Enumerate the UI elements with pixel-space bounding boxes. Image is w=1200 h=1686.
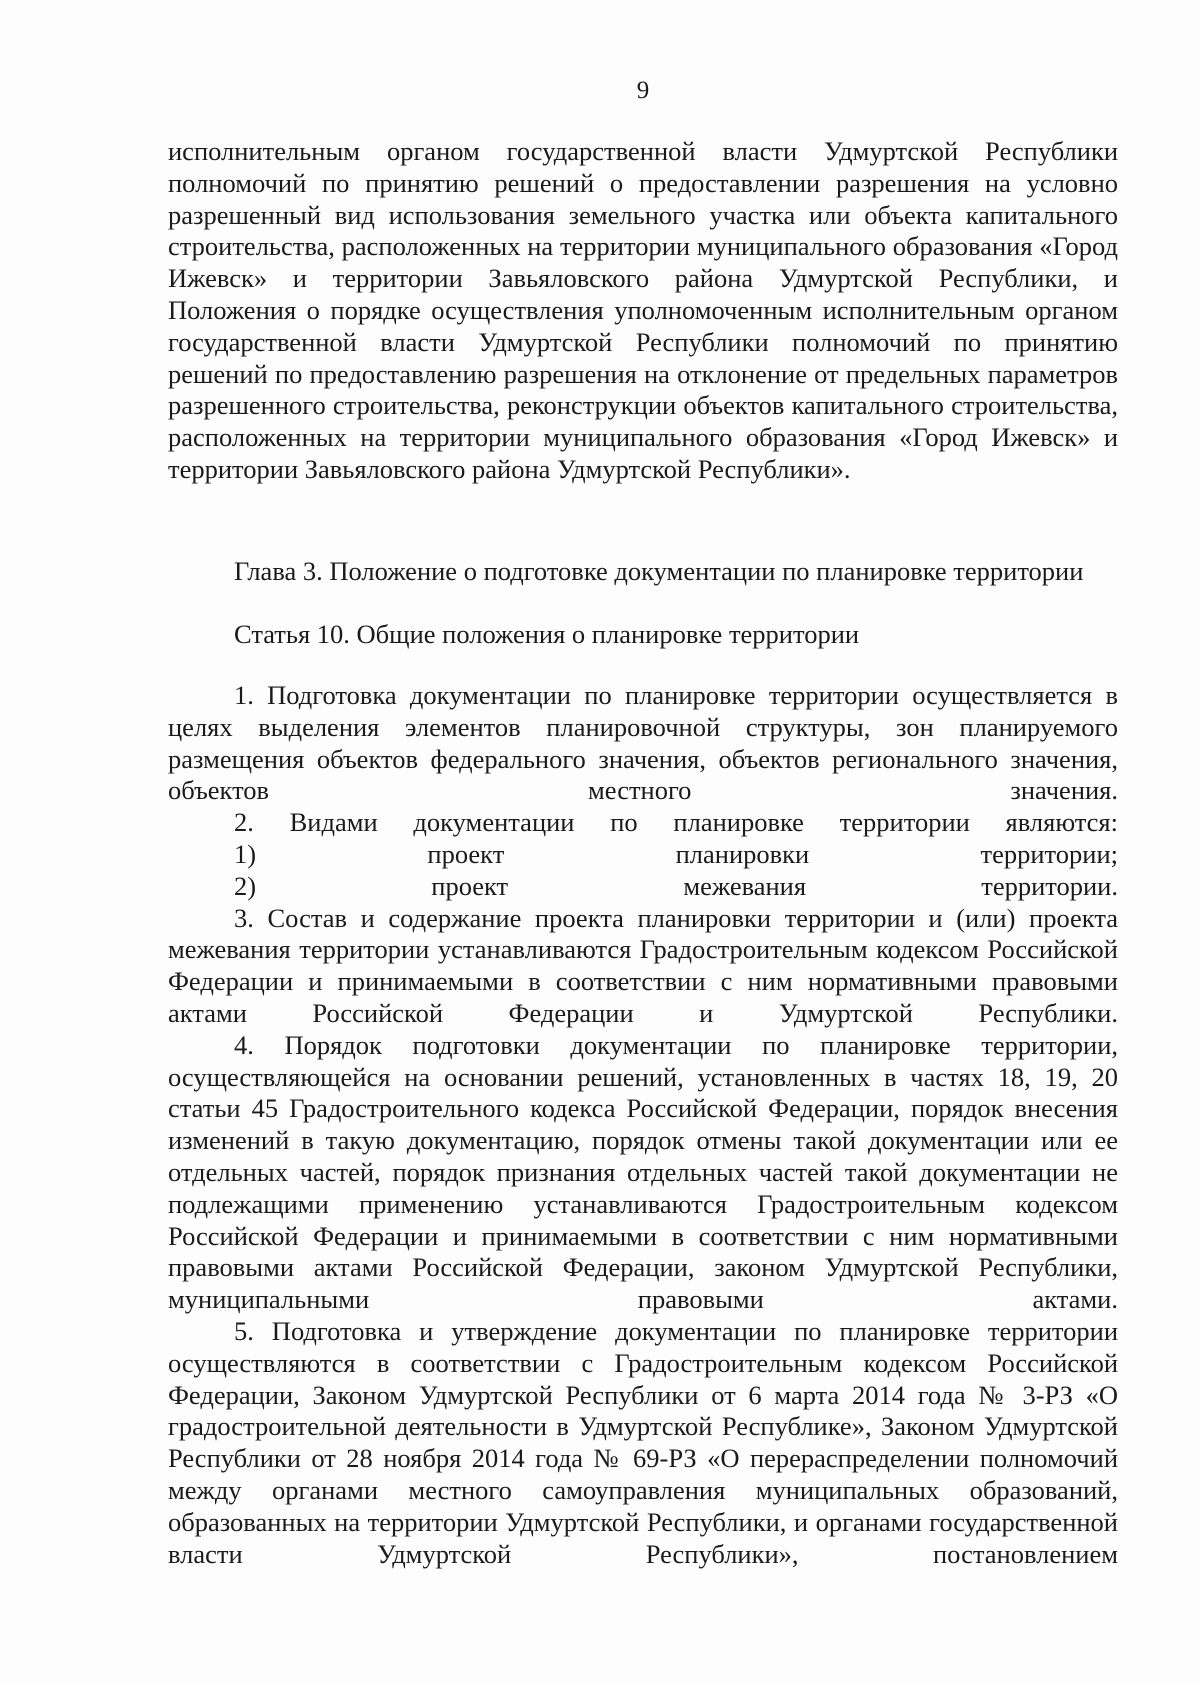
article-body [168,680,1118,1570]
paragraph-1: 1. Подготовка документации по планировке территории осуществляется в целях выделения элементов планировочной структуры, зон планируемого размещения объектов федерального значения, объектов регионального значения, объектов местного значения. [168,680,1118,806]
paragraph-3: 3. Состав и содержание проекта планировки территории и (или) проекта межевания территории устанавливаются Градостроительным кодексом Российской Федерации и принимаемыми в соответствии с ним нормативными правовыми актами Российской Федерации и Удмуртской Республики. [168,902,1118,1028]
paragraph-2-item-2: 2) проект межевания территории. [234,870,1118,901]
page-number: 9 [636,77,650,104]
intro-paragraph-text: исполнительным органом государственной власти Удмуртской Республики полномочий по принятию решений о предоставлении разрешения на условно разрешенный вид использования земельного участка или объекта капитального строительства, расположенных на территории муниципального образования «Город Ижевск» и территории Завьяловского района Удмуртской Республики, и Положения о порядке осуществления уполномоченным исполнительным органом государственной власти Удмуртской Республики полномочий по принятию решений по предоставлению разрешения на отклонение от предельных параметров разрешенного строительства, реконструкции объектов капитального строительства, расположенных на территории муниципального образования «Город Ижевск» и территории Завьяловского района Удмуртской Республики». [168,136,1118,484]
article-title: Статья 10. Общие положения о планировке территории [234,619,860,649]
paragraph-2: 2. Видами документации по планировке территории являются: [234,807,1118,838]
paragraph-4: 4. Порядок подготовки документации по планировке территории, осуществляющейся на основании решений, установленных в частях 18, 19, 20 статьи 45 Градостроительного кодекса Российской Федерации, порядок внесения изменений в такую документацию, порядок отмены такой документации или ее отдельных частей, порядок признания отдельных частей такой документации не подлежащими применению устанавливаются Градостроительным кодексом Российской Федерации и принимаемыми в соответствии с ним нормативными правовыми актами Российской Федерации, законом Удмуртской Республики, муниципальными правовыми актами. [168,1029,1118,1315]
intro-paragraph [168,136,1118,486]
paragraph-5: 5. Подготовка и утверждение документации по планировке территории осуществляются в соответствии с Градостроительным кодексом Российской Федерации, Законом Удмуртской Республики от 6 марта 2014 года № 3-РЗ «О градостроительной деятельности в Удмуртской Республике», Законом Удмуртской Республики от 28 ноября 2014 года № 69-РЗ «О перераспределении полномочий между органами местного самоуправления муниципальных образований, образованных на территории Удмуртской Республики, и органами государственной власти Удмуртской Республики», постановлением [168,1315,1118,1569]
paragraph-2-item-1: 1) проект планировки территории; [234,838,1118,869]
chapter-title: Глава 3. Положение о подготовке документации по планировке территории [234,556,1084,586]
